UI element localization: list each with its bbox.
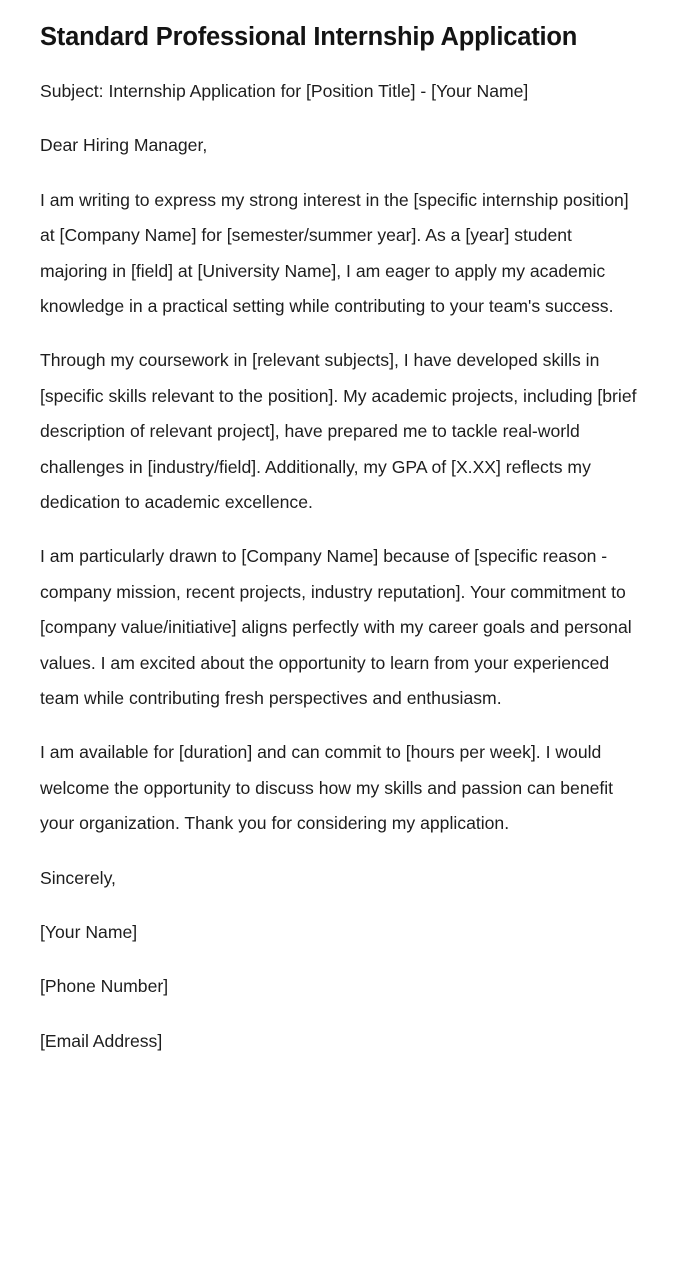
salutation: Dear Hiring Manager, (40, 135, 208, 156)
signature-email: [Email Address] (40, 1030, 163, 1051)
signature-phone: [Phone Number] (40, 976, 169, 997)
body-paragraph-3: I am particularly drawn to [Company Name] because of [specific reason - company mission, recent projects, industry reputation]. Your commitment to [company value/initiative] aligns perfectly with my career goals and personal values. I am excited about the opportunity to learn from your experienced team while contributing fresh perspectives and enthusiasm. (40, 546, 632, 708)
body-paragraph-1: I am writing to express my strong interest in the [specific internship position] at [Company Name] for [semester/summer year]. As a [year] student majoring in [field] at [University Name], I am eager to apply my academic knowledge in a practical setting while contributing to your team's success. (40, 189, 629, 316)
signature-name: [Your Name] (40, 922, 138, 942)
closing-salutation: Sincerely, (40, 867, 116, 888)
body-paragraph-2: Through my coursework in [relevant subjects], I have developed skills in [specific skills relevant to the position]. My academic projects, including [brief description of relevant project], have prepared me to tackle real-world challenges in [industry/field]. Additionally, my GPA of [X.XX] reflects my dedication to academic excellence. (40, 350, 637, 512)
body-paragraph-4: I am available for [duration] and can commit to [hours per week]. I would welcome the opportunity to discuss how my skills and passion can benefit your organization. Thank you for considering my application. (40, 742, 614, 834)
page-title: Standard Professional Internship Application (40, 23, 578, 51)
subject-line: Subject: Internship Application for [Position Title] - [Your Name] (40, 80, 529, 101)
